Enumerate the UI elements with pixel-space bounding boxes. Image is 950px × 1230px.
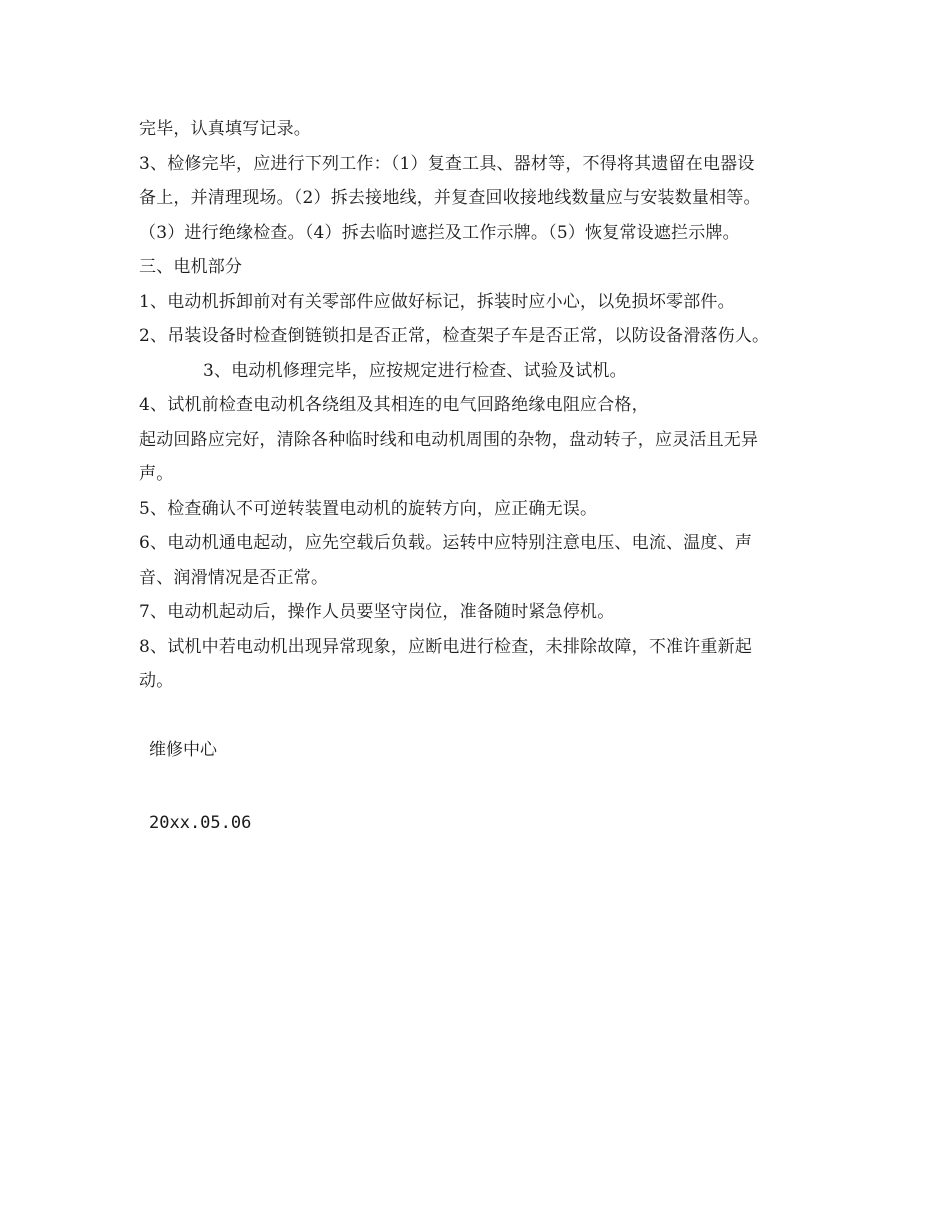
section-heading: 三、电机部分	[139, 257, 243, 277]
signature-org: 维修中心	[149, 740, 217, 760]
paragraph-line: 7、电动机起动后，操作人员要坚守岗位，准备随时紧急停机。	[139, 602, 615, 622]
paragraph-line: 3、电动机修理完毕，应按规定进行检查、试验及试机。	[203, 360, 627, 381]
paragraph-line: 2、吊装设备时检查倒链锁扣是否正常，检查架子车是否正常，以防设备滑落伤人。	[139, 326, 770, 346]
paragraph-line: 8、试机中若电动机出现异常现象，应断电进行检查，未排除故障，不准许重新起	[139, 636, 753, 657]
signature-date: 20xx.05.06	[149, 813, 252, 833]
paragraph-line: 音、润滑情况是否正常。	[139, 567, 329, 588]
paragraph-line: 声。	[139, 464, 174, 484]
paragraph-line: 5、检查确认不可逆转装置电动机的旋转方向，应正确无误。	[139, 498, 598, 519]
paragraph-line: 6、电动机通电起动，应先空载后负载。运转中应特别注意电压、电流、温度、声	[139, 533, 753, 553]
paragraph-line: 完毕，认真填写记录。	[139, 119, 311, 139]
document-body	[139, 112, 814, 699]
paragraph-line: 动。	[139, 671, 174, 691]
paragraph-line: 起动回路应完好，清除各种临时线和电动机周围的杂物，盘动转子，应灵活且无异	[139, 429, 759, 450]
paragraph-line: 1、电动机拆卸前对有关零部件应做好标记，拆装时应小心，以免损坏零部件。	[139, 291, 735, 312]
paragraph-line: 4、试机前检查电动机各绕组及其相连的电气回路绝缘电阻应合格，	[139, 395, 649, 415]
paragraph-line: （3）进行绝缘检查。（4）拆去临时遮拦及工作示牌。（5）恢复常设遮拦示牌。	[139, 222, 740, 243]
paragraph-line: 3、检修完毕，应进行下列工作：（1）复查工具、器材等，不得将其遗留在电器设	[139, 153, 755, 174]
paragraph-line: 备上，并清理现场。（2）拆去接地线，并复查回收接地线数量应与安装数量相等。	[139, 188, 761, 208]
